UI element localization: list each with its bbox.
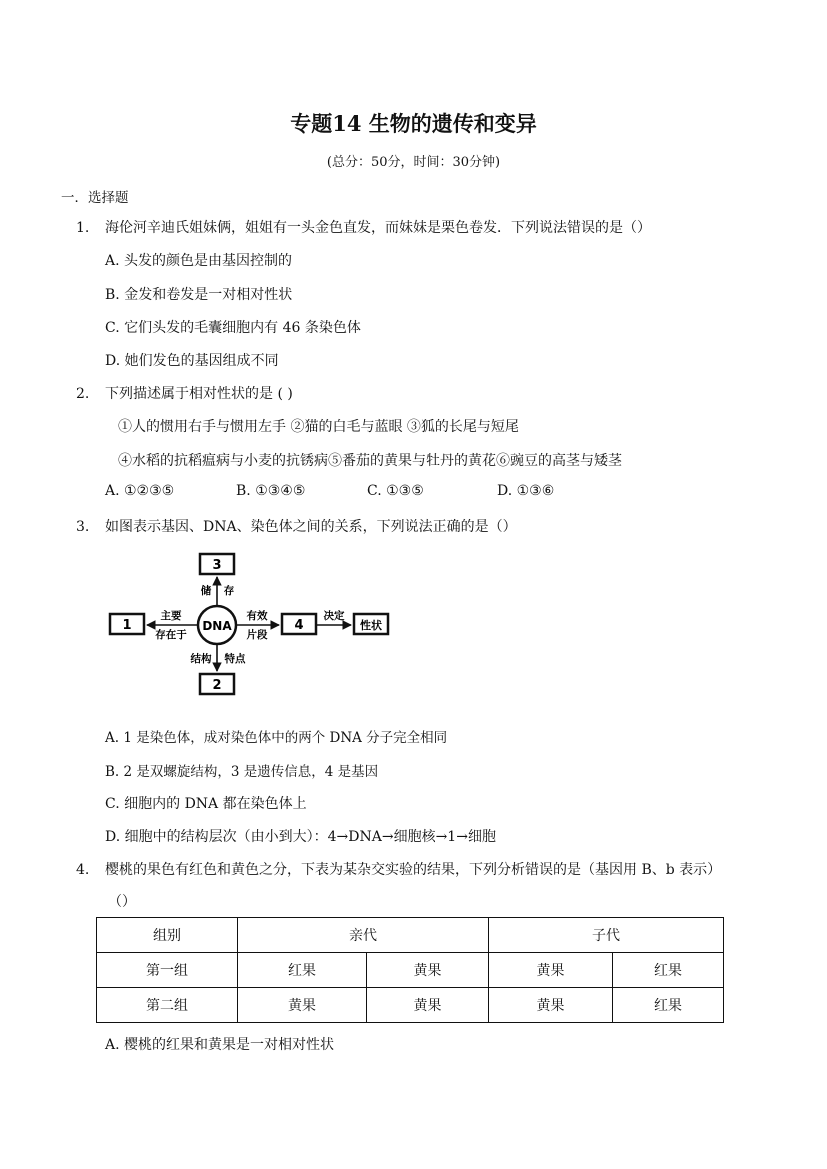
q2-stem: 下列描述属于相对性状的是 ( ) xyxy=(105,386,293,402)
q4-stem-cont: （） xyxy=(108,894,136,910)
q3-option-b: B. 2 是双螺旋结构，3 是遗传信息，4 是基因 xyxy=(105,764,379,780)
label-right-bottom: 片段 xyxy=(246,629,268,641)
q2-option-d: D. ①③⑥ xyxy=(497,483,555,499)
header-parent: 亲代 xyxy=(238,918,489,953)
table-cell: 红果 xyxy=(613,988,724,1023)
table-row xyxy=(97,953,724,988)
label-right-top: 有效 xyxy=(246,610,268,622)
label-left-bottom: 存在于 xyxy=(155,629,187,641)
q1-option-a: A. 头发的颜色是由基因控制的 xyxy=(105,253,293,269)
table-cell: 黄果 xyxy=(489,988,613,1023)
table-cell: 黄果 xyxy=(367,988,489,1023)
q2-option-b: B. ①③④⑤ xyxy=(236,483,306,499)
table-cell: 第二组 xyxy=(97,988,238,1023)
box-4-label: 4 xyxy=(294,618,304,633)
gene-dna-diagram xyxy=(100,546,400,702)
label-bottom-right: 特点 xyxy=(224,653,246,665)
box-3-label: 3 xyxy=(212,558,222,573)
label-left-top: 主要 xyxy=(160,610,182,622)
q1-option-c: C. 它们头发的毛囊细胞内有 46 条染色体 xyxy=(105,320,361,336)
table-row xyxy=(97,988,724,1023)
dna-label: DNA xyxy=(202,619,232,633)
q2-option-a: A. ①②③⑤ xyxy=(105,483,175,499)
q2-line1: ①人的惯用右手与惯用左手 ②猫的白毛与蓝眼 ③狐的长尾与短尾 xyxy=(118,419,519,435)
q2-number: 2. xyxy=(76,386,90,402)
cross-result-table xyxy=(96,917,724,1023)
label-bottom-left: 结构 xyxy=(190,653,212,665)
q3-option-c: C. 细胞内的 DNA 都在染色体上 xyxy=(105,796,307,812)
q1-number: 1. xyxy=(76,220,90,236)
table-cell: 第一组 xyxy=(97,953,238,988)
table-cell: 黄果 xyxy=(238,988,367,1023)
q4-option-a: A. 樱桃的红果和黄果是一对相对性状 xyxy=(105,1037,335,1053)
page-subtitle: (总分：50分，时间：30分钟) xyxy=(326,155,501,170)
trait-label: 性状 xyxy=(360,619,382,632)
q4-stem: 樱桃的果色有红色和黄色之分，下表为某杂交实验的结果，下列分析错误的是（基因用 B、b 表示） xyxy=(105,862,722,878)
table-header-row xyxy=(97,918,724,953)
label-top-right: 存 xyxy=(223,585,235,597)
table-cell: 红果 xyxy=(613,953,724,988)
q1-option-d: D. 她们发色的基因组成不同 xyxy=(105,353,279,369)
section-title: 一．选择题 xyxy=(61,190,129,206)
box-1-label: 1 xyxy=(122,618,132,633)
q4-number: 4. xyxy=(76,862,90,878)
label-top-left: 储 xyxy=(200,585,212,597)
q3-number: 3. xyxy=(76,519,90,535)
q3-option-d: D. 细胞中的结构层次（由小到大）：4→DNA→细胞核→1→细胞 xyxy=(105,829,496,845)
q2-line2: ④水稻的抗稻瘟病与小麦的抗锈病⑤番茄的黄果与牡丹的黄花⑥豌豆的高茎与矮茎 xyxy=(118,453,622,469)
q1-stem: 海伦河辛迪氏姐妹俩，姐姐有一头金色直发，而妹妹是栗色卷发．下列说法错误的是（） xyxy=(105,220,651,236)
header-group: 组别 xyxy=(97,918,238,953)
header-offspring: 子代 xyxy=(489,918,724,953)
q1-option-b: B. 金发和卷发是一对相对性状 xyxy=(105,287,293,303)
box-2-label: 2 xyxy=(212,678,222,693)
table-cell: 黄果 xyxy=(367,953,489,988)
table-cell: 红果 xyxy=(238,953,367,988)
q3-stem: 如图表示基因、DNA、染色体之间的关系，下列说法正确的是（） xyxy=(105,519,517,535)
q3-option-a: A. 1 是染色体，成对染色体中的两个 DNA 分子完全相同 xyxy=(105,730,448,746)
page-title: 专题14 生物的遗传和变异 xyxy=(290,111,537,136)
table-cell: 黄果 xyxy=(489,953,613,988)
q2-option-c: C. ①③⑤ xyxy=(367,483,424,499)
label-decide: 决定 xyxy=(323,610,345,622)
